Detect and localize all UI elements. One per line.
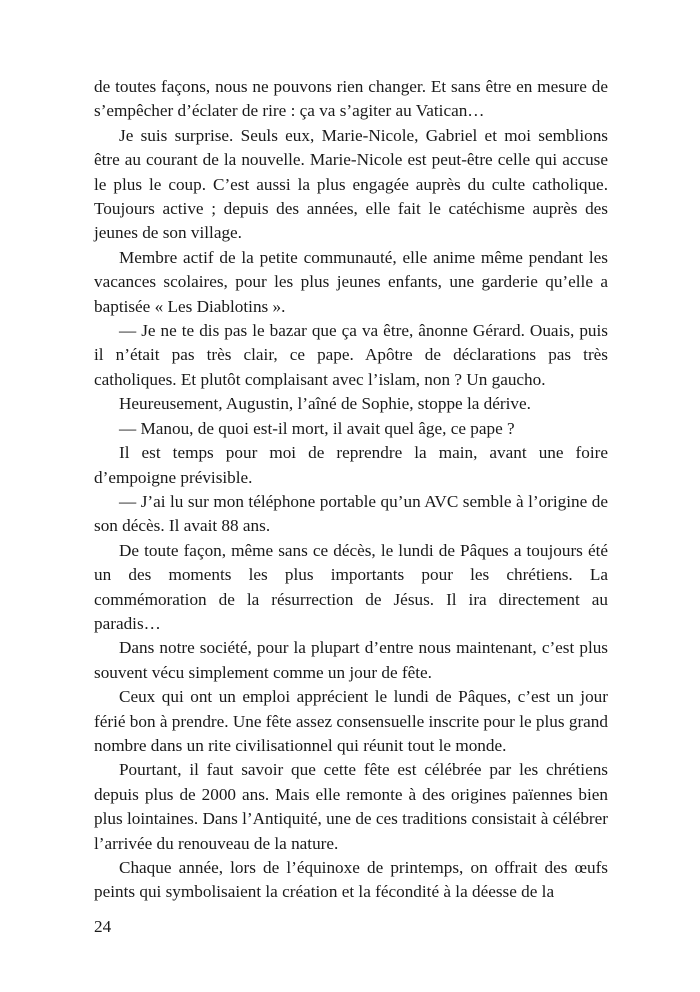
paragraph: Il est temps pour moi de reprendre la main, avant une foire d’empoigne prévisible. bbox=[94, 443, 608, 487]
paragraph: Membre actif de la petite communauté, elle anime même pendant les vacances scolaires, pour les plus jeunes enfants, une garderie qu’elle a baptisée « Les Diablotins ». bbox=[94, 247, 608, 316]
paragraph: Dans notre société, pour la plupart d’entre nous maintenant, c’est plus souvent vécu simplement comme un jour de fête. bbox=[94, 638, 608, 682]
page-number: 24 bbox=[94, 917, 112, 936]
paragraph: Pourtant, il faut savoir que cette fête est célébrée par les chrétiens depuis plus de 2000 ans. Mais elle remonte à des origines païennes bien plus lointaines. Dans l’Antiquité, une de ces traditions consistait à célébrer l’arrivée du renouveau de la nature. bbox=[94, 760, 608, 853]
body-text bbox=[94, 75, 608, 905]
dialogue-paragraph: — Manou, de quoi est-il mort, il avait quel âge, ce pape ? bbox=[119, 418, 515, 438]
dialogue-paragraph: — J’ai lu sur mon téléphone portable qu’un AVC semble à l’origine de son décès. Il avait 88 ans. bbox=[94, 491, 608, 536]
dialogue-paragraph: — Je ne te dis pas le bazar que ça va être, ânonne Gérard. Ouais, puis il n’était pas très clair, ce pape. Apôtre de déclarations pas très catholiques. Et plutôt complaisant avec l’islam, non ? Un gaucho. bbox=[94, 321, 608, 389]
paragraph: Je suis surprise. Seuls eux, Marie-Nicole, Gabriel et moi semblions être au courant de la nouvelle. Marie-Nicole est peut-être celle qui accuse le plus le coup. C’est aussi la plus engagée auprès du culte catholique. Toujours active ; depuis des années, elle fait le catéchisme auprès des jeunes de son village. bbox=[94, 125, 608, 243]
paragraph: Heureusement, Augustin, l’aîné de Sophie, stoppe la dérive. bbox=[119, 394, 531, 414]
paragraph: Chaque année, lors de l’équinoxe de printemps, on offrait des œufs peints qui symbolisaient la création et la fécondité à la déesse de la bbox=[94, 858, 608, 902]
paragraph: De toute façon, même sans ce décès, le lundi de Pâques a toujours été un des moments les plus importants pour les chrétiens. La commémoration de la résurrection de Jésus. Il ira directement au paradis… bbox=[94, 540, 608, 633]
paragraph: de toutes façons, nous ne pouvons rien changer. Et sans être en mesure de s’empêcher d’éclater de rire : ça va s’agiter au Vatican… bbox=[94, 77, 608, 121]
paragraph: Ceux qui ont un emploi apprécient le lundi de Pâques, c’est un jour férié bon à prendre. Une fête assez consensuelle inscrite pour le plus grand nombre dans un rite civilisationnel qui réunit tout le monde. bbox=[94, 687, 608, 755]
